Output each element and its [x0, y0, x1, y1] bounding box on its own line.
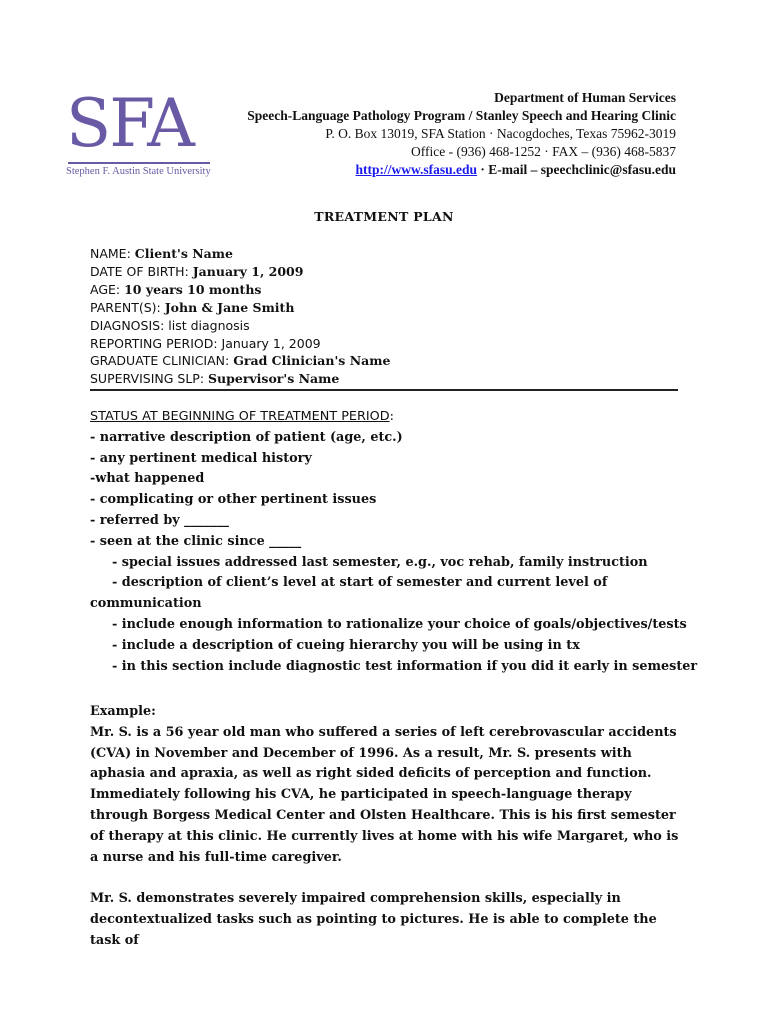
list-item: - narrative description of patient (age, etc.) — [90, 429, 403, 445]
program-name: Speech-Language Pathology Program / Stanley Speech and Hearing Clinic — [247, 108, 676, 123]
logo-letters: SFA — [66, 85, 193, 162]
info-label: PARENT(S): — [90, 299, 165, 315]
logo-rule — [68, 162, 210, 164]
wrapped-line: communication — [90, 596, 202, 612]
sub-list-item: - include a description of cueing hierarchy you will be using in tx — [112, 637, 580, 653]
list-item: - any pertinent medical history — [90, 450, 312, 466]
example-paragraph: Mr. S. is a 56 year old man who suffered a series of left cerebrovascular accidents (CVA) in November and December of 1996. As a result, Mr. S. presents with aphasia and apraxia, as well as right sided deficits of perception and function. Immediately following his CVA, he participated in speech-language therapy through Borgess Medical Center and Olsten Healthcare. This is his first semester of therapy at this clinic. He currently lives at home with his wife Margaret, who is a nurse and his full-time caregiver. — [90, 724, 679, 865]
heading-suffix: : — [389, 409, 394, 424]
sub-list-item: - special issues addressed last semester, e.g., voc rehab, family instruction — [112, 554, 648, 570]
website-link[interactable]: http://www.sfasu.edu — [355, 162, 478, 177]
example-section — [90, 702, 680, 972]
info-label: DATE OF BIRTH: — [90, 263, 193, 279]
sub-list-item: - include enough information to rationalize your choice of goals/objectives/tests — [112, 616, 687, 632]
status-section — [90, 407, 698, 677]
logo-subtitle: Stephen F. Austin State University — [66, 166, 211, 177]
info-row-age — [90, 281, 390, 299]
client-info — [90, 245, 390, 388]
contact-line — [247, 161, 676, 179]
sub-list-item: - in this section include diagnostic test information if you did it early in semester — [112, 658, 698, 674]
info-value: John & Jane Smith — [164, 299, 295, 315]
info-label: REPORTING PERIOD: — [90, 335, 222, 351]
info-value: Grad Clinician's Name — [233, 353, 391, 369]
list-item: - seen at the clinic since _____ — [90, 533, 302, 549]
example-label: Example: — [90, 704, 156, 719]
info-value: Supervisor's Name — [208, 371, 340, 387]
info-value: January 1, 2009 — [221, 335, 321, 351]
info-label: SUPERVISING SLP: — [90, 371, 209, 387]
info-row-period — [90, 335, 390, 353]
info-label: GRADUATE CLINICIAN: — [90, 353, 234, 369]
info-row-clinician — [90, 352, 390, 370]
sub-list-item: - description of client’s level at start of semester and current level of — [112, 575, 608, 591]
section-heading-row — [90, 407, 680, 428]
divider-rule — [90, 389, 678, 391]
info-row-diagnosis — [90, 317, 390, 335]
list-item: -what happened — [90, 471, 205, 487]
list-item: - referred by _______ — [90, 512, 229, 528]
section-heading: STATUS AT BEGINNING OF TREATMENT PERIOD — [90, 409, 390, 424]
info-label: NAME: — [90, 246, 135, 261]
info-value: Client's Name — [134, 246, 233, 261]
info-row-supervisor — [90, 370, 390, 388]
info-value: list diagnosis — [168, 317, 250, 333]
info-row-dob — [90, 263, 390, 281]
info-value: January 1, 2009 — [192, 263, 304, 279]
sfa-logo — [66, 84, 216, 184]
info-row-parents — [90, 299, 390, 317]
info-value: 10 years 10 months — [124, 281, 262, 297]
info-row-name — [90, 245, 390, 263]
list-item: - complicating or other pertinent issues — [90, 492, 377, 508]
letterhead — [247, 89, 676, 179]
address-line: P. O. Box 13019, SFA Station · Nacogdoches, Texas 75962-3019 — [325, 126, 676, 141]
phone-line: Office - (936) 468-1252 · FAX – (936) 468-5837 — [411, 144, 676, 159]
email-text: · E-mail – speechclinic@sfasu.edu — [477, 162, 676, 177]
example-paragraph: Mr. S. demonstrates severely impaired comprehension skills, especially in decontextualized tasks such as pointing to pictures. He is able to complete the task of — [90, 891, 657, 948]
document-title: TREATMENT PLAN — [314, 209, 454, 224]
department-name: Department of Human Services — [494, 90, 676, 105]
info-label: AGE: — [90, 281, 125, 297]
info-label: DIAGNOSIS: — [90, 317, 169, 333]
